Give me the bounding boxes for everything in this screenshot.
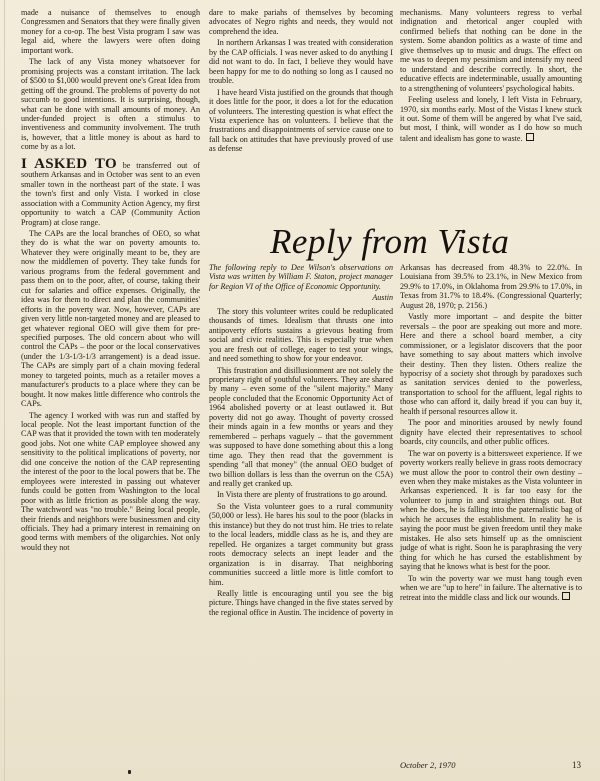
column-left — [21, 8, 200, 554]
paragraph: In Vista there are plenty of frustrations to go around. — [217, 490, 388, 500]
column-right-bottom — [400, 263, 582, 605]
paragraph: dare to make pariahs of themselves by becoming advocates of Negro rights and needs, they would not comprehend the idea. — [209, 8, 393, 36]
paragraph: Arkansas has decreased from 48.3% to 22.0%. In Louisiana from 39.5% to 23.1%, in New Mexico from 29.9% to 17.0%, in Oklahoma from 29.9% to 17.0%, in Texas from 31.7% to 18.4%. (Congressional Quarterly; August 28, 1970; p. 2156.) — [400, 263, 582, 310]
paragraph-text: be transferred out of southern Arkansas and in October was sent to an even smaller town in the northeast part of the state. I was the town's first and only Vista. I worked in close association with a Community Action Agency, my first opportunity to watch a CAP (Community Action Program) at close range. — [21, 160, 200, 227]
paragraph: This frustration and disillusionment are not solely the proprietary right of youthful volunteers. They are shared by many – even some of the "silent majority." Many people concluded that the Economic Opportunity Act of 1964 abolished poverty or at least outlawed it. But poverty did not go away. Thought of poverty crossed their minds again in a few months or years and they remembered – perhaps vaguely – that the government was supposed to have done something about this a long time ago. They then read that the government is spending "all that money" (the annual OEO budget of two billion dollars is less than the overrun on the C5A) and really get cranked up. — [209, 365, 393, 488]
drop-cap: I ASKED TO — [21, 155, 117, 172]
page-edge — [4, 0, 5, 781]
column-middle-top — [209, 8, 393, 212]
end-mark-icon — [562, 592, 570, 600]
paragraph: mechanisms. Many volunteers regress to verbal indignation and rhetorical anger coupled with confirmed beliefs that nothing can be done in the system. Some abandon politics as a waste of time and give themselves up to music and drugs. The effect on me was to deepen my pessimism and intensify my need to understand and describe correctly. In short, the educative effects are indeterminable, usually amounting to a strengthening of volunteers' psychological habits. — [400, 8, 582, 93]
paragraph-text: Feeling useless and lonely, I left Vista in February, 1970, six months early. Most of the Vistas I knew stuck it out. Some of them will be angered by what I've said, but most, I think, will wonder as I do how so much talent and idealism has gone to waste. — [400, 95, 582, 143]
article-title: Reply from Vista — [270, 222, 510, 261]
paragraph — [400, 574, 582, 603]
column-middle-bottom — [209, 263, 393, 619]
article-intro — [209, 263, 393, 291]
dateline: Austin — [372, 293, 393, 303]
paragraph: Vastly more important – and despite the bitter reversals – the poor are speaking out more and more. Here and there a school board member, a city commissioner, or a legislator discovers that the poor have something to say about matters which involve their destiny. Then they listen. Others realize the hypocrisy of a society shot through by paradoxes such as sanitation services denied to the powerless, transportation to school for the affluent, legal rights to those who can afford it, daily bread if you can buy it, health if personal resources allow it. — [400, 312, 582, 416]
issue-date: October 2, 1970 — [400, 760, 456, 770]
paragraph-dropcap — [21, 155, 200, 227]
paragraph: made a nuisance of themselves to enough Congressmen and Senators that they were finally given money for a co-op. The best Vista program I saw was legal aid, where the lawyers were often doing important work. — [21, 8, 200, 55]
column-right-top — [400, 8, 582, 212]
staple-mark — [128, 770, 131, 774]
paragraph: The agency I worked with was run and staffed by local people. Not the least important function of the CAP was that it provided the town with ten moderately good jobs. Not one white CAP employee showed any sensitivity to the political implications of poverty, nor did one conceive the notion of the CAP representing the interest of the poor to the local powers that be. The employees were interested in passing out whatever funds could be gotten from Washington to the local poor with as little friction as possible along the way. The watchword was "no trouble." Being local people, their friends and neighbors were businessmen and city officials. They had a primary interest in remaining on good terms with members of the oligarchies. Not only would they not — [21, 410, 200, 552]
intro-text: The following reply to Dee Wilson's observations on Vista was written by William F. Staton, project manager for Region VI of the Office of Economic Opportunity. — [209, 263, 393, 291]
paragraph: In northern Arkansas I was treated with consideration by the CAP officials. I was never asked to do anything I did not want to do. In fact, I believe they would have been happy for me to do nothing so long as I caused no trouble. — [209, 38, 393, 86]
paragraph: The war on poverty is a bittersweet experience. If we poverty workers really believe in grass roots democracy we must allow the poor to control their own destiny – even when they make mistakes as the Vista volunteer in Arkansas experienced. It is far too easy for the volunteer to jump in and straighten things out. But when he does, he is falling into the paternalistic bag of which he accuses the establishment. In reality he is saying the poor must be given freedom until they make mistakes. He also sets himself up as the omniscient judge of what is right. Soon he is paraphrasing the very thing for which he has cursed the establishment by saying that he knows what is best for the poor. — [400, 448, 582, 572]
paragraph: So the Vista volunteer goes to a rural community (50,000 or less). He bares his soul to the poor (blacks in this instance) but they do not trust him. He tries to relate to the local leaders, middle class as he is, and they are repelled. He organizes a target community but grass roots democracy selects an inept leader and the organization is in disarray. That neighboring communities succeed a little more is little comfort to him. — [209, 501, 393, 587]
paragraph-text: To win the poverty war we must hang tough even when we are "up to here" in failure. The alternative is to retreat into the middle class and lick our wounds. — [400, 573, 582, 603]
page-number: 13 — [572, 760, 581, 770]
paragraph: Really little is encouraging until you see the big picture. Things have changed in the five states served by the regional office in Austin. The incidence of poverty in — [209, 588, 394, 617]
paragraph: The CAPs are the local branches of OEO, so what they do is what the war on poverty amounts to. Whatever they were originally meant to be, they are now the middlemen of poverty. They take funds for various programs from the federal government and pass them on to the poor, after, of course, taking their cut for salaries and office expenses. Originally, the idea was for them to direct and plan the communities' efforts in the poverty war. Now, however, CAPs are given very little non-targeted money and are pleased to get whatever regional OEO will give them for pre-specified purposes. The old concern about who will control the CAPs – the poor or the local conservatives (under the 1/3-1/3-1/3 arrangement) is a dead issue. The CAPs are simply part of a chain moving federal money to targeted points, much as a retailer moves a manufacturer's products to a place where they can be bought. It now makes little difference who controls the CAPs. — [21, 228, 200, 409]
paragraph: The story this volunteer writes could be reduplicated thousands of times. Idealism that thrusts one into antipoverty efforts sustains a grievous beating from social and civic realities. This is especially true when you are fresh out of college, eager to test your wings, and need something to show for your endeavor. — [209, 306, 393, 364]
paragraph: The poor and minorities aroused by newly found dignity have elected their representatives to school boards, city councils, and other public offices. — [400, 418, 582, 447]
paragraph: I have heard Vista justified on the grounds that though it does little for the poor, it does a lot for the education of volunteers. The interesting question is what effect the Vista experience has on volunteers. I believe that the frustrations and disappointments of service cause one to fall back on attitudes that have previously proved of use as defense — [209, 87, 393, 154]
paragraph — [400, 95, 582, 143]
end-mark-icon — [526, 133, 534, 141]
paragraph: The lack of any Vista money whatsoever for promising projects was a constant irritation. The lack of $500 to $1,000 would prevent one's Great Idea from getting off the ground. The problems of poverty do not succumb to good intentions. It is surprising, though, what can be done with small amounts of money. An under-funded project is often a stimulus to inventiveness and community involvement. The truth is, however, that a little money is about as hard to come by as a lot. — [21, 57, 200, 152]
